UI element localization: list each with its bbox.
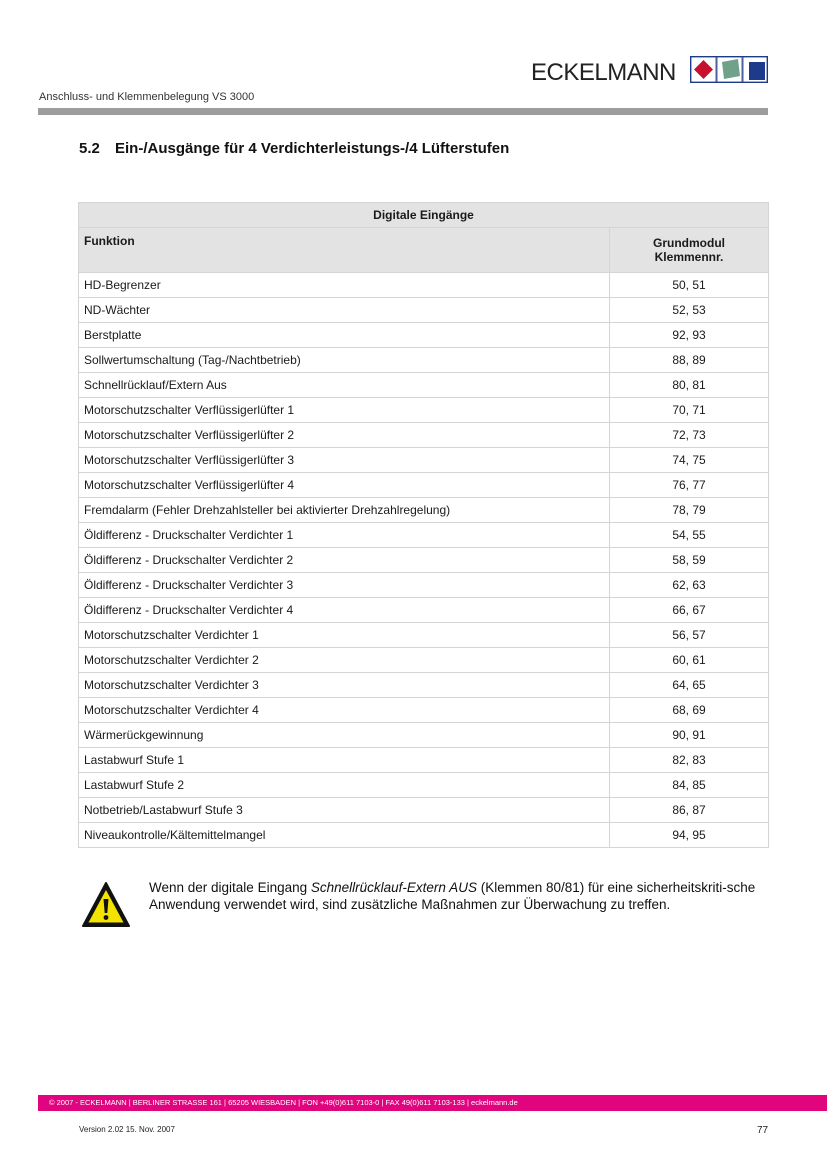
function-cell: Lastabwurf Stufe 1 [79, 748, 610, 773]
column-header-function: Funktion [79, 228, 610, 273]
terminal-cell: 70, 71 [610, 398, 769, 423]
column-header-terminal-line2: Klemmennr. [654, 250, 724, 264]
terminal-cell: 82, 83 [610, 748, 769, 773]
column-header-terminal [610, 228, 769, 273]
function-cell: Motorschutzschalter Verdichter 2 [79, 648, 610, 673]
terminal-cell: 64, 65 [610, 673, 769, 698]
table-row [79, 823, 769, 848]
function-cell: Schnellrücklauf/Extern Aus [79, 373, 610, 398]
column-header-terminal-line1: Grundmodul [653, 236, 725, 250]
function-cell: Niveaukontrolle/Kältemittelmangel [79, 823, 610, 848]
terminal-cell: 54, 55 [610, 523, 769, 548]
table-caption-row [79, 203, 769, 228]
terminal-cell: 88, 89 [610, 348, 769, 373]
table-header-row [79, 228, 769, 273]
table-row [79, 348, 769, 373]
table-row [79, 648, 769, 673]
terminal-cell: 84, 85 [610, 773, 769, 798]
terminal-cell: 80, 81 [610, 373, 769, 398]
warning-text-after: (Klemmen 80/81) für eine sicherheitskriti-sche Anwendung verwendet wird, sind zusätzliche Maßnahmen zur Überwachung zu treffen. [149, 880, 756, 912]
table-row [79, 473, 769, 498]
terminal-cell: 66, 67 [610, 598, 769, 623]
table-row [79, 273, 769, 298]
footer-bar [38, 1095, 827, 1111]
function-cell: Motorschutzschalter Verflüssigerlüfter 2 [79, 423, 610, 448]
brand-logo-text: ECKELMANN [531, 59, 676, 86]
table-row [79, 748, 769, 773]
terminal-cell: 60, 61 [610, 648, 769, 673]
function-cell: Lastabwurf Stufe 2 [79, 773, 610, 798]
brand-logo-icon [690, 56, 768, 83]
table-row [79, 498, 769, 523]
function-cell: Wärmerückgewinnung [79, 723, 610, 748]
warning-triangle-icon [81, 881, 131, 928]
digital-inputs-table [78, 202, 769, 848]
table-row [79, 673, 769, 698]
footer-version: Version 2.02 15. Nov. 2007 [79, 1125, 175, 1134]
terminal-cell: 52, 53 [610, 298, 769, 323]
footer-address: © 2007 - ECKELMANN | BERLINER STRASSE 161 | 65205 WIESBADEN | FON +49(0)611 7103-0 | FAX 49(0)611 7103-133 | eckelmann.de [49, 1098, 518, 1107]
table-row [79, 373, 769, 398]
table-row [79, 723, 769, 748]
table-row [79, 298, 769, 323]
table-caption: Digitale Eingänge [79, 203, 769, 228]
terminal-cell: 58, 59 [610, 548, 769, 573]
section-title: Ein-/Ausgänge für 4 Verdichterleistungs-/4 Lüfterstufen [115, 140, 510, 157]
table-row [79, 448, 769, 473]
table-row [79, 548, 769, 573]
table-row [79, 523, 769, 548]
function-cell: Sollwertumschaltung (Tag-/Nachtbetrieb) [79, 348, 610, 373]
table-row [79, 573, 769, 598]
table-row [79, 323, 769, 348]
table-row [79, 773, 769, 798]
terminal-cell: 78, 79 [610, 498, 769, 523]
terminal-cell: 92, 93 [610, 323, 769, 348]
terminal-cell: 56, 57 [610, 623, 769, 648]
function-cell: Öldifferenz - Druckschalter Verdichter 2 [79, 548, 610, 573]
terminal-cell: 62, 63 [610, 573, 769, 598]
function-cell: Öldifferenz - Druckschalter Verdichter 1 [79, 523, 610, 548]
header-divider [38, 108, 768, 115]
table-row [79, 698, 769, 723]
terminal-cell: 68, 69 [610, 698, 769, 723]
function-cell: ND-Wächter [79, 298, 610, 323]
table-row [79, 623, 769, 648]
terminal-cell: 50, 51 [610, 273, 769, 298]
document-subtitle: Anschluss- und Klemmenbelegung VS 3000 [39, 91, 255, 103]
table-row [79, 798, 769, 823]
function-cell: Motorschutzschalter Verflüssigerlüfter 4 [79, 473, 610, 498]
table-row [79, 398, 769, 423]
function-cell: Berstplatte [79, 323, 610, 348]
terminal-cell: 90, 91 [610, 723, 769, 748]
function-cell: Motorschutzschalter Verdichter 4 [79, 698, 610, 723]
terminal-cell: 86, 87 [610, 798, 769, 823]
function-cell: Motorschutzschalter Verflüssigerlüfter 1 [79, 398, 610, 423]
terminal-cell: 94, 95 [610, 823, 769, 848]
function-cell: HD-Begrenzer [79, 273, 610, 298]
function-cell: Motorschutzschalter Verdichter 3 [79, 673, 610, 698]
warning-text [149, 879, 764, 913]
function-cell: Öldifferenz - Druckschalter Verdichter 3 [79, 573, 610, 598]
function-cell: Motorschutzschalter Verflüssigerlüfter 3 [79, 448, 610, 473]
table-row [79, 423, 769, 448]
function-cell: Motorschutzschalter Verdichter 1 [79, 623, 610, 648]
terminal-cell: 76, 77 [610, 473, 769, 498]
function-cell: Öldifferenz - Druckschalter Verdichter 4 [79, 598, 610, 623]
function-cell: Fremdalarm (Fehler Drehzahlsteller bei aktivierter Drehzahlregelung) [79, 498, 610, 523]
warning-text-before: Wenn der digitale Eingang [149, 880, 311, 895]
table-body [79, 273, 769, 848]
table-row [79, 598, 769, 623]
warning-text-italic: Schnellrücklauf-Extern AUS [310, 880, 477, 895]
page-number: 77 [757, 1125, 769, 1136]
section-number: 5.2 [79, 140, 100, 157]
terminal-cell: 72, 73 [610, 423, 769, 448]
section-heading [79, 140, 509, 157]
function-cell: Notbetrieb/Lastabwurf Stufe 3 [79, 798, 610, 823]
terminal-cell: 74, 75 [610, 448, 769, 473]
